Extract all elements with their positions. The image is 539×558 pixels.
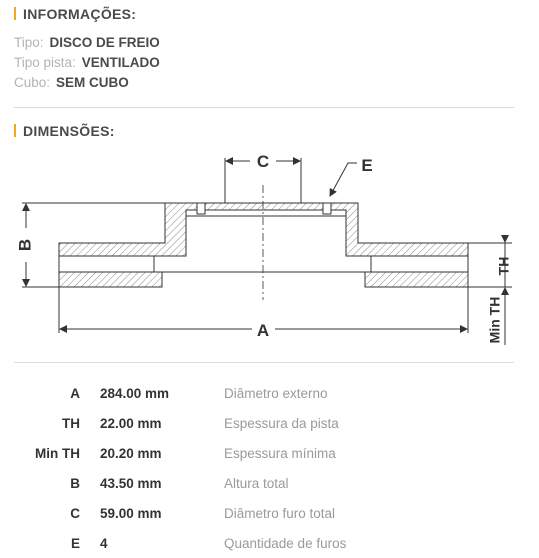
info-key: Cubo: xyxy=(14,75,51,90)
spec-desc: Diâmetro externo xyxy=(224,386,328,401)
hub-face xyxy=(186,210,346,216)
bolt-hole-right xyxy=(323,203,331,214)
spec-code: E xyxy=(70,536,80,551)
accent-bar xyxy=(14,124,16,137)
label-c: C xyxy=(256,152,270,171)
dimension-e xyxy=(330,163,357,196)
disc-section xyxy=(59,203,468,287)
spec-desc: Espessura mínima xyxy=(224,446,336,461)
spec-value: 59.00 mm xyxy=(100,506,162,521)
spec-desc: Quantidade de furos xyxy=(224,536,347,551)
info-value: SEM CUBO xyxy=(56,75,129,90)
spec-row xyxy=(0,536,539,558)
accent-bar xyxy=(14,7,16,20)
dimensions-section-title xyxy=(14,123,115,139)
spec-row xyxy=(0,506,539,528)
spec-value: 4 xyxy=(100,536,108,551)
dimensions-title-text: DIMENSÕES: xyxy=(23,123,115,139)
label-min-th: Min TH xyxy=(486,296,503,344)
spec-desc: Espessura da pista xyxy=(224,416,339,431)
label-e: E xyxy=(361,156,373,175)
brake-disc-diagram xyxy=(0,148,539,353)
label-b: B xyxy=(15,238,35,252)
info-section-title xyxy=(14,6,136,22)
spec-value: 20.20 mm xyxy=(100,446,162,461)
spec-code: B xyxy=(70,476,80,491)
info-key: Tipo: xyxy=(14,35,44,50)
spec-code: C xyxy=(70,506,80,521)
label-a: A xyxy=(256,321,270,340)
info-title-text: INFORMAÇÕES: xyxy=(23,6,137,22)
info-row-tipo xyxy=(14,35,160,50)
spec-row xyxy=(0,386,539,408)
info-row-tipo-pista xyxy=(14,55,160,70)
label-th: TH xyxy=(495,256,512,276)
disc-lower-section xyxy=(59,272,468,287)
section-divider xyxy=(14,362,514,363)
spec-row xyxy=(0,476,539,498)
spec-code: Min TH xyxy=(35,446,80,461)
info-key: Tipo pista: xyxy=(14,55,76,70)
info-value: VENTILADO xyxy=(81,55,160,70)
spec-desc: Diâmetro furo total xyxy=(224,506,336,521)
spec-row xyxy=(0,416,539,438)
info-value: DISCO DE FREIO xyxy=(49,35,160,50)
info-row-cubo xyxy=(14,75,129,90)
section-divider xyxy=(14,107,514,108)
spec-code: TH xyxy=(62,416,80,431)
spec-desc: Altura total xyxy=(224,476,289,491)
spec-row xyxy=(0,446,539,468)
bolt-hole-left xyxy=(197,203,205,214)
spec-value: 284.00 mm xyxy=(100,386,170,401)
spec-code: A xyxy=(70,386,80,401)
spec-value: 43.50 mm xyxy=(100,476,162,491)
spec-value: 22.00 mm xyxy=(100,416,162,431)
